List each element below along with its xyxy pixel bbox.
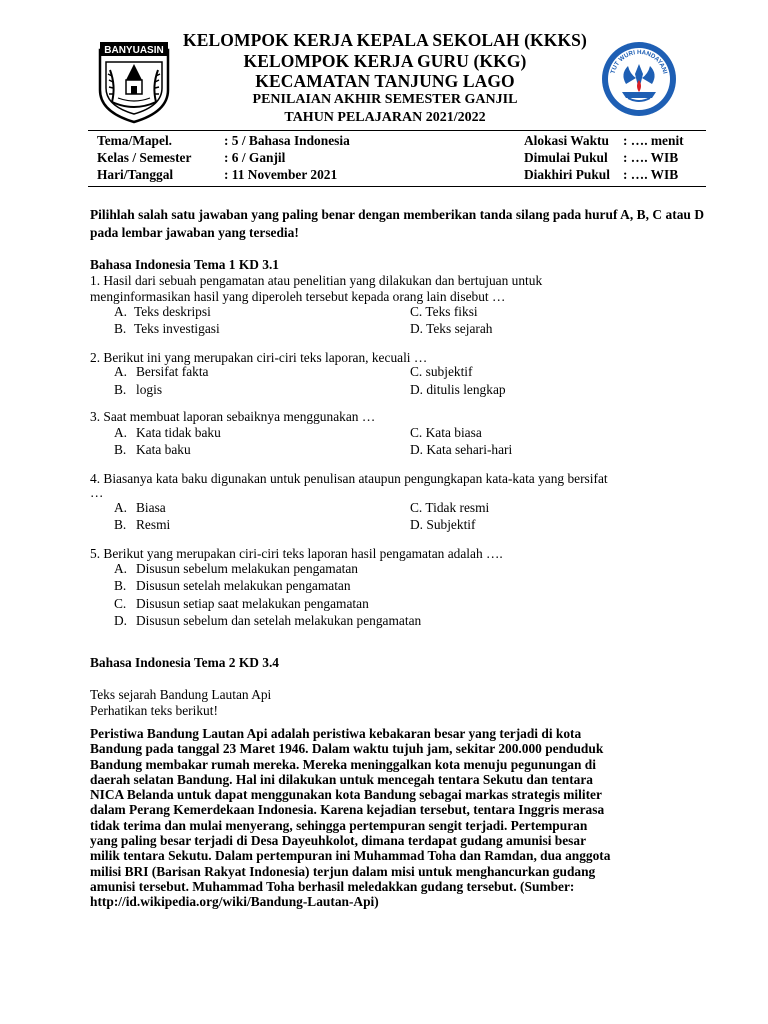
- q1-option-d: D. Teks sejarah: [410, 321, 493, 336]
- q4-option-d: D. Subjektif: [410, 517, 476, 532]
- passage-line: Bandung pada tanggal 23 Maret 1946. Dalam waktu tujuh jam, sekitar 200.000 penduduk: [90, 741, 604, 757]
- q3-text-line1: 3. Saat membuat laporan sebaiknya menggunakan …: [90, 409, 376, 424]
- q4-option-a: Biasa: [136, 500, 166, 515]
- info-value-dimulai: : …. WIB: [623, 150, 679, 165]
- q5-option-c: Disusun setiap saat melakukan pengamatan: [136, 596, 369, 611]
- info-value-kelas: : 6 / Ganjil: [224, 150, 286, 165]
- q5-option-a: Disusun sebelum melakukan pengamatan: [136, 561, 359, 576]
- header-line-kecamatan: KECAMATAN TANJUNG LAGO: [255, 71, 515, 91]
- section1-heading: Bahasa Indonesia Tema 1 KD 3.1: [90, 257, 280, 272]
- q2-option-b-letter: B.: [114, 382, 127, 397]
- passage-line: Peristiwa Bandung Lautan Api adalah peristiwa kebakaran besar yang terjadi di kota: [90, 726, 582, 741]
- q2-text-line1: 2. Berikut ini yang merupakan ciri-ciri teks laporan, kecuali …: [90, 350, 428, 365]
- q1-option-a-letter: A.: [114, 304, 128, 319]
- info-label-diakhiri: Diakhiri Pukul: [524, 167, 610, 182]
- q3-option-a: Kata tidak baku: [136, 425, 221, 440]
- q2-option-d: D. ditulis lengkap: [410, 382, 506, 397]
- q5-option-d: Disusun sebelum dan setelah melakukan pengamatan: [136, 613, 422, 628]
- reading-passage: [90, 726, 690, 910]
- header-line-kkg: KELOMPOK KERJA GURU (KKG): [243, 51, 527, 71]
- q5-option-a-letter: A.: [114, 561, 128, 576]
- passage-line: daerah selatan Bandung. Hal ini dilakukan untuk mencegah tentara Sekutu dan tentara: [90, 771, 593, 787]
- info-value-alokasi: : …. menit: [623, 133, 684, 148]
- q2-option-a-letter: A.: [114, 364, 128, 379]
- section2-intro-instruction: Perhatikan teks berikut!: [90, 703, 218, 718]
- header-line-year: TAHUN PELAJARAN 2021/2022: [284, 110, 486, 125]
- passage-line: NICA Belanda untuk dapat menggunakan kota Bandung sebagai markas strategis militer: [90, 787, 602, 803]
- q5-option-d-letter: D.: [114, 613, 128, 628]
- q1-text-line1: 1. Hasil dari sebuah pengamatan atau penelitian yang dilakukan dan bertujuan untuk: [90, 273, 543, 288]
- header-line-exam: PENILAIAN AKHIR SEMESTER GANJIL: [252, 92, 518, 107]
- q2-option-b: logis: [136, 382, 163, 397]
- passage-source-link: http://id.wikipedia.org/wiki/Bandung-Lautan-Api): [90, 894, 379, 910]
- info-rule-top: [88, 130, 706, 131]
- header-line-kkks: KELOMPOK KERJA KEPALA SEKOLAH (KKKS): [183, 30, 587, 50]
- info-label-alokasi: Alokasi Waktu: [524, 133, 609, 148]
- passage-line: tidak terima dan mulai menyerang, sehingga pertempuran sengit terjadi. Pertempuran: [90, 817, 588, 833]
- q5-option-b: Disusun setelah melakukan pengamatan: [136, 578, 351, 593]
- q1-option-b: Teks investigasi: [134, 321, 220, 336]
- info-label-dimulai: Dimulai Pukul: [524, 150, 608, 165]
- info-value-diakhiri: : …. WIB: [623, 167, 679, 182]
- q4-option-b-letter: B.: [114, 517, 127, 532]
- tut-wuri-handayani-logo-icon: [600, 40, 678, 118]
- logo-left-text: BANYUASIN: [104, 45, 164, 56]
- q3-option-c: C. Kata biasa: [410, 425, 482, 440]
- q5-option-b-letter: B.: [114, 578, 127, 593]
- section2-heading: Bahasa Indonesia Tema 2 KD 3.4: [90, 655, 280, 670]
- q1-option-a: Teks deskripsi: [134, 304, 211, 319]
- passage-line: milik tentara Sekutu. Dalam pertempuran ini Muhammad Toha dan Ramdan, dua anggota: [90, 848, 611, 864]
- info-value-tema: : 5 / Bahasa Indonesia: [224, 133, 350, 148]
- passage-line: Bandung membakar rumah mereka. Mereka meninggalkan kota menuju pegunungan di: [90, 756, 596, 772]
- q5-text-line1: 5. Berikut yang merupakan ciri-ciri teks laporan hasil pengamatan adalah ….: [90, 546, 503, 561]
- instructions: Pilihlah salah satu jawaban yang paling benar dengan memberikan tanda silang pada huruf A, B, C atau D pada lembar jawaban yang tersedia!: [90, 207, 704, 240]
- q1-option-c: C. Teks fiksi: [410, 304, 478, 319]
- q4-option-a-letter: A.: [114, 500, 128, 515]
- passage-line: amunisi tersebut. Muhammad Toha berhasil meledakkan gudang tersebut. (Sumber:: [90, 878, 575, 894]
- info-label-kelas: Kelas / Semester: [97, 150, 192, 165]
- info-label-hari: Hari/Tanggal: [97, 167, 174, 182]
- q5-option-c-letter: C.: [114, 596, 127, 611]
- q4-text-line2: …: [90, 485, 104, 500]
- passage-line: dalam Perang Kemerdekaan Indonesia. Karena kejadian tersebut, tentara Inggris merasa: [90, 802, 605, 818]
- q3-option-a-letter: A.: [114, 425, 128, 440]
- passage-line: yang paling besar terjadi di Desa Dayeuhkolot, dimana terdapat gudang amunisi besar: [90, 833, 587, 849]
- info-rule-bottom: [88, 186, 706, 187]
- q3-option-d: D. Kata sehari-hari: [410, 442, 513, 457]
- q2-option-a: Bersifat fakta: [136, 364, 209, 379]
- info-value-hari: : 11 November 2021: [224, 167, 338, 182]
- info-label-tema: Tema/Mapel.: [97, 133, 173, 148]
- q1-option-b-letter: B.: [114, 321, 127, 336]
- q4-option-c: C. Tidak resmi: [410, 500, 490, 515]
- q4-text-line1: 4. Biasanya kata baku digunakan untuk penulisan ataupun pengungkapan kata-kata yang bersifat: [90, 471, 608, 486]
- q1-text-line2: menginformasikan hasil yang diperoleh tersebut kepada orang lain disebut …: [90, 289, 506, 304]
- q3-option-b: Kata baku: [136, 442, 191, 457]
- q3-option-b-letter: B.: [114, 442, 127, 457]
- banyuasin-logo-icon: [96, 40, 172, 124]
- logo-right-text: TUT WURI HANDAYANI: [609, 48, 669, 75]
- q2-option-c: C. subjektif: [410, 364, 473, 379]
- passage-line: milisi BRI (Barisan Rakyat Indonesia) terjun dalam misi untuk menghancurkan gudang: [90, 863, 596, 879]
- section2-intro-title: Teks sejarah Bandung Lautan Api: [90, 687, 272, 702]
- q4-option-b: Resmi: [136, 517, 171, 532]
